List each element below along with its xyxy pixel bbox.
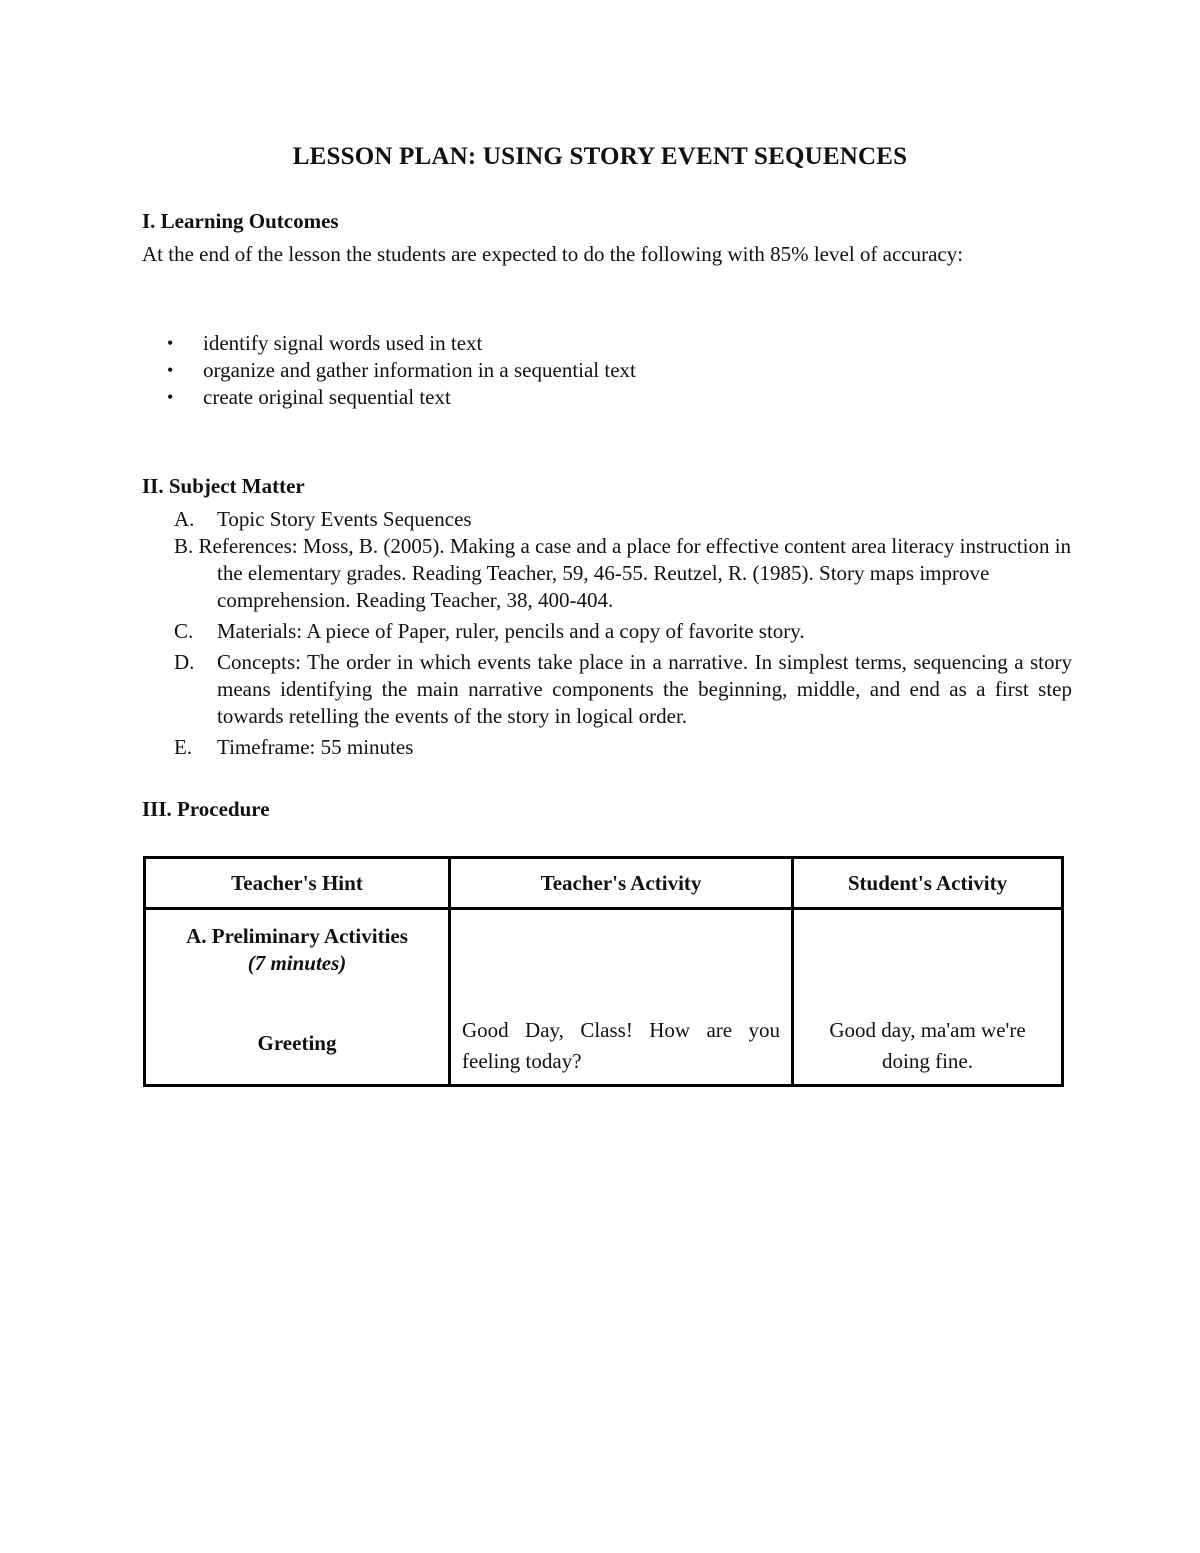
hint-label: Greeting — [257, 1031, 337, 1055]
item-marker: A. — [174, 507, 195, 531]
references-text: B. References: Moss, B. (2005). Making a case and a place for effective content area literacy instruction in the elementary grades. Reading Teacher, 59, 46-55. Reutzel, R. (1985). Story maps improve comprehension. Reading Teacher, 38, 400-404. — [174, 534, 1072, 612]
hint-time: (7 minutes) — [247, 951, 347, 975]
learning-outcomes-heading: I. Learning Outcomes — [142, 209, 339, 233]
column-header: Teacher's Hint — [145, 858, 450, 909]
student-activity-text: Good day, ma'am we're doing fine. — [829, 1018, 1026, 1073]
hint-title-block — [147, 923, 447, 977]
student-activity-cell — [793, 909, 1063, 1086]
column-header: Student's Activity — [793, 858, 1063, 909]
item-text: Topic Story Events Sequences — [217, 507, 472, 531]
subject-matter-heading: II. Subject Matter — [142, 474, 305, 498]
learning-outcomes-intro: At the end of the lesson the students are expected to do the following with 85% level of accuracy: — [142, 242, 964, 266]
item-marker: C. — [174, 619, 194, 643]
item-marker: D. — [174, 650, 195, 674]
subject-item-a — [174, 506, 1072, 533]
subject-item-b — [174, 533, 1072, 614]
table-header-row — [145, 858, 1063, 909]
teacher-activity-cell — [450, 909, 793, 1086]
teacher-activity-text: Good Day, Class! How are you feeling today? — [462, 1018, 780, 1073]
procedure-table — [143, 856, 1064, 1087]
hint-title: A. Preliminary Activities — [186, 924, 408, 948]
item-text: Timeframe: 55 minutes — [217, 735, 414, 759]
item-marker: E. — [174, 735, 193, 759]
procedure-heading: III. Procedure — [142, 797, 270, 821]
item-text: Materials: A piece of Paper, ruler, pencils and a copy of favorite story. — [217, 619, 805, 643]
list-item: • organize and gather information in a sequential text — [142, 357, 636, 384]
column-header: Teacher's Activity — [450, 858, 793, 909]
list-item: • identify signal words used in text — [142, 330, 636, 357]
page-title: LESSON PLAN: USING STORY EVENT SEQUENCES — [292, 143, 908, 170]
list-item: • create original sequential text — [142, 384, 636, 411]
item-text: Concepts: The order in which events take place in a narrative. In simplest terms, sequencing a story means identifying the main narrative components the beginning, middle, and end as a first step towards retelling the events of the story in logical order. — [217, 650, 1072, 728]
subject-item-d — [174, 649, 1072, 730]
learning-outcomes-list — [142, 330, 636, 411]
table-row — [145, 909, 1063, 1086]
subject-item-e — [174, 734, 1072, 761]
subject-item-c — [174, 618, 1072, 645]
teacher-hint-cell — [145, 909, 450, 1086]
